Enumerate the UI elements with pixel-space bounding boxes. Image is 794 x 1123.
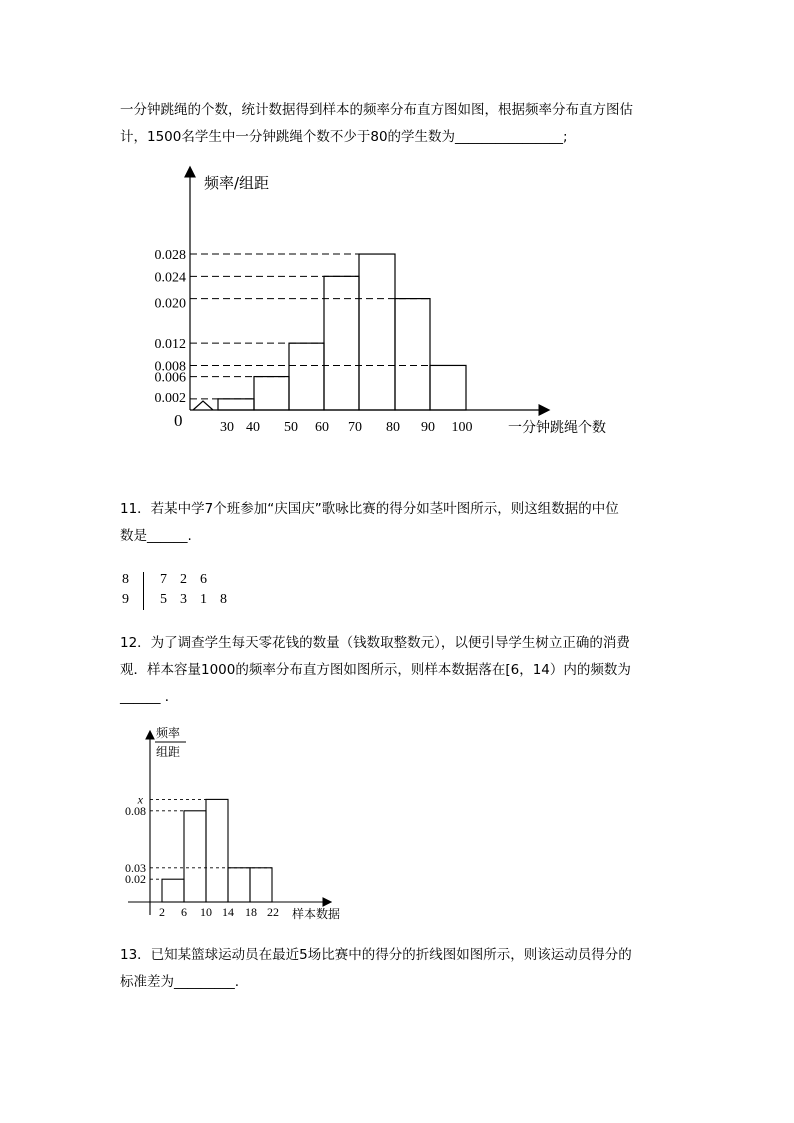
histogram-jump-rope: [0, 160, 794, 450]
x-tick-label: 70: [348, 420, 362, 435]
x-tick-label: 2: [159, 905, 165, 919]
stem-and-leaf-plot: [120, 570, 240, 610]
origin-label: 0: [174, 411, 183, 430]
leaf: 5: [160, 592, 167, 607]
y-tick-label: 0.006: [154, 370, 186, 386]
question-12-line-1: 12．为了调查学生每天零花钱的数量（钱数取整数元），以便引导学生树立正确的消费: [120, 635, 630, 651]
x-tick-label: 22: [267, 905, 279, 919]
question-10-line-2: 计，1500名学生中一分钟跳绳个数不少于80的学生数为________________;: [120, 129, 568, 145]
question-12-text: [120, 630, 680, 711]
y-tick-label: x: [137, 792, 143, 807]
question-11-line-1: 11．若某中学7个班参加“庆国庆”歌咏比赛的得分如茎叶图所示，则这组数据的中位: [120, 501, 619, 517]
histogram-bar: [254, 377, 289, 410]
axis-break-mark: [193, 401, 213, 410]
histogram-bar: [162, 879, 184, 902]
leaf: 2: [180, 572, 187, 587]
question-10-text: [120, 97, 680, 151]
leaf: 1: [200, 592, 207, 607]
histogram-bar: [250, 868, 272, 902]
y-tick-label: 0.012: [154, 337, 186, 353]
y-axis-label-bottom: 组距: [156, 745, 181, 759]
question-13-line-1: 13．已知某篮球运动员在最近5场比赛中的得分的折线图如图所示，则该运动员得分的: [120, 947, 632, 963]
histogram-bar: [395, 299, 430, 410]
leaf: 7: [160, 572, 167, 587]
stem-value: 9: [122, 592, 129, 607]
y-tick-label: 0.03: [125, 860, 146, 875]
question-13-line-2: 标准差为_________.: [120, 974, 240, 990]
histogram-bar: [430, 365, 466, 410]
stem-value: 8: [122, 572, 129, 587]
stem-row-8: [120, 570, 240, 590]
question-13-text: [120, 942, 680, 996]
stem-divider: [143, 572, 144, 610]
x-tick-label: 40: [246, 420, 260, 435]
x-tick-label: 100: [451, 420, 473, 435]
x-axis-label: 一分钟跳绳个数: [508, 420, 606, 436]
question-10-line-1: 一分钟跳绳的个数，统计数据得到样本的频率分布直方图如图，根据频率分布直方图估: [120, 102, 633, 118]
x-tick-label: 14: [222, 905, 234, 919]
leaf: 3: [180, 592, 187, 607]
leaf: 6: [200, 572, 207, 587]
x-tick-label: 80: [386, 420, 400, 435]
x-tick-label: 60: [315, 420, 329, 435]
histogram-bar: [206, 799, 228, 902]
y-tick-label: 0.020: [154, 296, 186, 312]
x-tick-label: 6: [181, 905, 187, 919]
question-11-line-2: 数是______.: [120, 528, 192, 544]
y-tick-label: 0.002: [154, 390, 186, 406]
x-tick-label: 30: [220, 420, 234, 435]
x-tick-label: 10: [200, 905, 212, 919]
histogram-bar: [289, 343, 324, 410]
leaf: 8: [220, 592, 227, 607]
y-tick-label: 0.08: [125, 803, 146, 818]
x-axis-label: 样本数据: [292, 907, 341, 921]
y-axis-label: 频率/组距: [204, 174, 270, 192]
histogram-bar: [218, 399, 254, 410]
y-tick-label: 0.02: [125, 872, 146, 887]
y-axis-label-top: 频率: [156, 726, 181, 740]
x-tick-label: 90: [421, 420, 435, 435]
histogram-bar: [359, 254, 395, 410]
histogram-bar: [324, 276, 359, 410]
y-tick-label: 0.024: [154, 270, 186, 286]
stem-row-9: [120, 590, 240, 610]
y-tick-label: 0.008: [154, 359, 186, 375]
x-tick-label: 50: [284, 420, 298, 435]
histogram-bar: [184, 811, 206, 902]
histogram-bar: [228, 868, 250, 902]
x-tick-label: 18: [245, 905, 257, 919]
question-12-line-3: ______ ．: [120, 689, 179, 705]
question-11-text: [120, 496, 680, 550]
histogram-pocket-money: [0, 720, 794, 930]
question-12-line-2: 观．样本容量1000的频率分布直方图如图所示，则样本数据落在[6，14）内的频数为: [120, 662, 631, 678]
y-tick-label: 0.028: [154, 248, 186, 264]
